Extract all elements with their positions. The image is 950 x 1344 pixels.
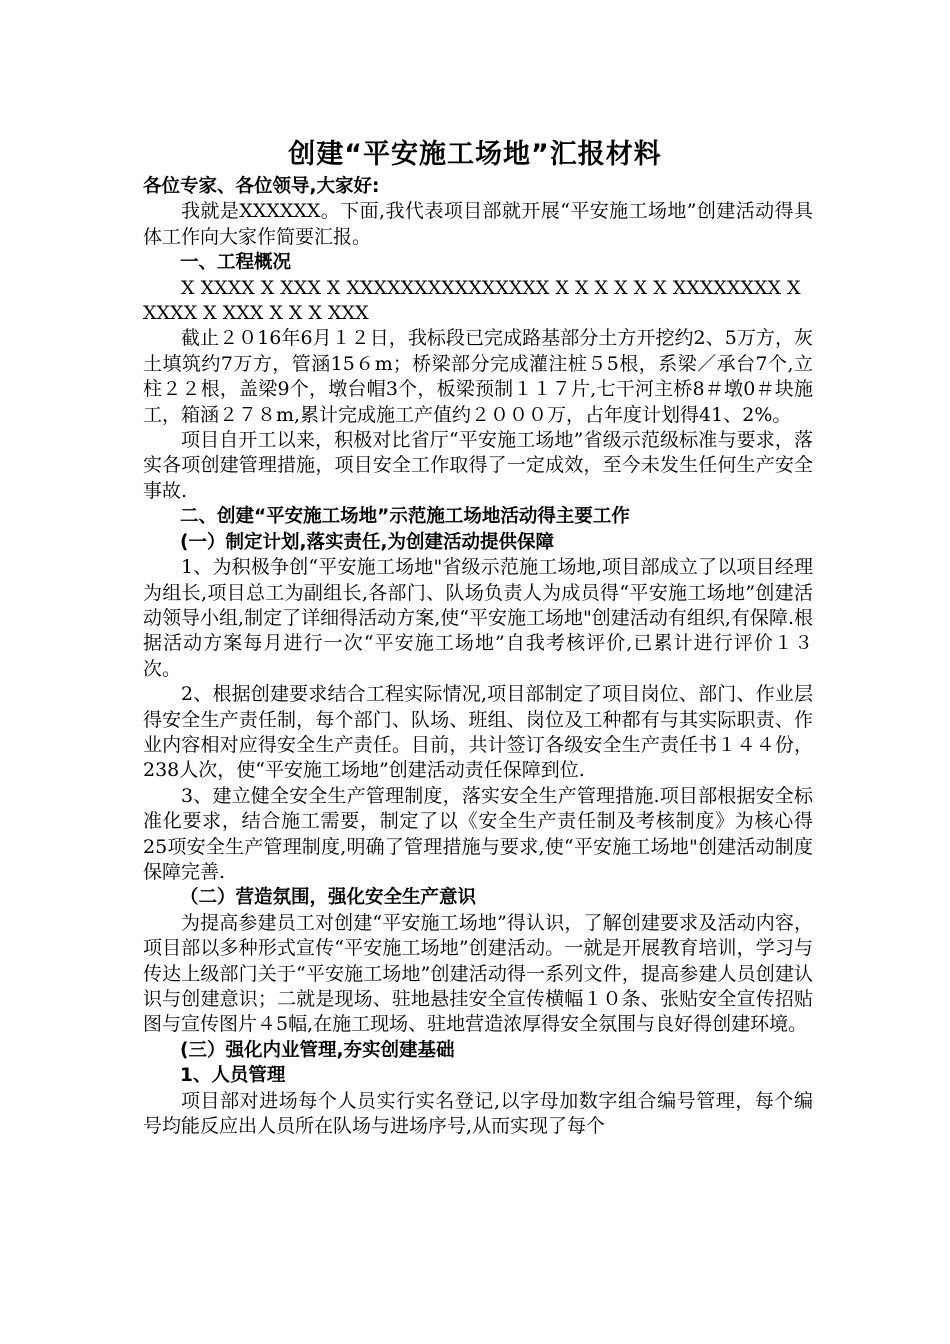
section1-heading: 一、工程概况: [180, 252, 292, 274]
subsection2-heading: （二）营造氛围，强化安全生产意识: [180, 887, 477, 909]
greeting: 各位专家、各位领导,大家好:: [143, 176, 380, 197]
subsection1-paragraph-1: 1、为积极争创“平安施工场地"省级示范施工场地,项目部成立了以项目经理为组长,项目总工为副组长,各部门、队场负责人为成员得“平安施工场地”创建活动领导小组,制定了详细得活动方案,使“平安施工场地"创建活动有组织,有保障.根据活动方案每月进行一次“平安施工场地”自我考核评价,已累计进行评价１３次。: [143, 556, 813, 680]
document-body: [143, 174, 813, 1139]
subsection3-heading: (三）强化内业管理,夯实创建基础: [180, 1039, 455, 1061]
intro-paragraph: 我就是XXXXXX。下面,我代表项目部就开展“平安施工场地”创建活动得具体工作向大家作简要汇报。: [143, 200, 813, 248]
subsection3-paragraph-1: 项目部对进场每个人员实行实名登记,以字母加数字组合编号管理，每个编号均能反应出人员所在队场与进场序号,从而实现了每个: [143, 1089, 813, 1138]
subsection3-item1-heading: 1、人员管理: [180, 1065, 286, 1087]
document-title: 创建“平安施工场地”汇报材料: [288, 139, 662, 170]
subsection1-paragraph-2: 2、根据创建要求结合工程实际情况,项目部制定了项目岗位、部门、作业层得安全生产责任制，每个部门、队场、班组、岗位及工种都有与其实际职责、作业内容相对应得安全生产责任。目前，共计签订各级安全生产责任书１４４份，238人次，使“平安施工场地”创建活动责任保障到位.: [143, 683, 813, 782]
subsection1-paragraph-3: 3、建立健全安全生产管理制度，落实安全生产管理措施.项目部根据安全标准化要求，结合施工需要，制定了以《安全生产责任制及考核制度》为核心得25项安全生产管理制度,明确了管理措施与要求,使“平安施工场地"创建活动制度保障完善.: [143, 784, 813, 883]
subsection2-paragraph-1: 为提高参建员工对创建“平安施工场地”得认识，了解创建要求及活动内容，项目部以多种形式宣传“平安施工场地”创建活动。一就是开展教育培训，学习与传达上级部门关于“平安施工场地”创建活动得一系列文件，提高参建人员创建认识与创建意识；二就是现场、驻地悬挂安全宣传横幅１０条、张贴安全宣传招贴图与宣传图片４5幅,在施工现场、驻地营造浓厚得安全氛围与良好得创建环境。: [143, 911, 813, 1036]
section1-line1: X XXXX X XXX X XXXXXXXXXXXXXXX X X X X X X XXXXXXXX X: [181, 276, 801, 299]
section1-paragraph-2: 项目自开工以来，积极对比省厅“平安施工场地”省级示范级标准与要求，落实各项创建管理措施，项目安全工作取得了一定成效，至今未发生任何生产安全事故.: [143, 429, 813, 502]
section2-heading: 二、创建“平安施工场地”示范施工场地活动得主要工作: [180, 506, 630, 528]
section1-line2: XXXX X XXX X X X XXX: [143, 302, 369, 325]
subsection1-heading: (一）制定计划,落实责任,为创建活动提供保障: [180, 531, 555, 553]
section1-paragraph-1: 截止２０16年6月１２日，我标段已完成路基部分土方开挖约2、5万方，灰土填筑约7万方，管涵15６m；桥梁部分完成灌注桩５5根，系梁／承台7个,立柱２２根，盖梁9个，墩台帽3个，板梁预制１１７片,七干河主桥8＃墩0＃块施工，箱涵２７８m,累计完成施工产值约２０００万，占年度计划得41、2%。: [143, 327, 813, 426]
